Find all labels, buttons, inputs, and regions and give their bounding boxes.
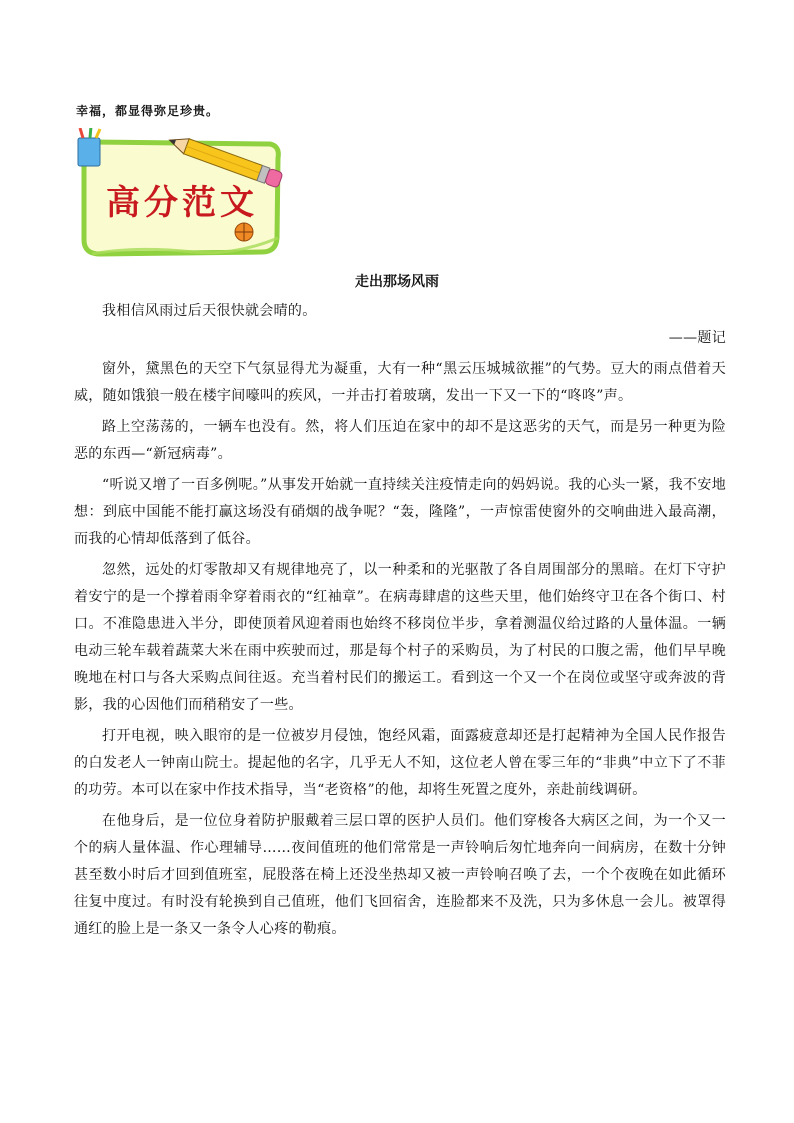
essay-body <box>74 298 726 943</box>
essay-paragraph: 忽然，远处的灯零散却又有规律地亮了，以一种柔和的光驱散了各自周围部分的黑暗。在灯下守护着安宁的是一个撑着雨伞穿着雨衣的“红袖章”。在病毒肆虐的这些天里，他们始终守卫在各个街口、村口。不准隐患进入半分，即使顶着风迎着雨也始终不移岗位半步，拿着测温仪给过路的人量体温。一辆电动三轮车载着蔬菜大米在雨中疾驶而过，那是每个村子的采购员，为了村民的口腹之需，他们早早晚晚地在村口与各大采购点间往返。充当着村民们的搬运工。看到这一个又一个在岗位或坚守或奔波的背影，我的心因他们而稍稍安了一些。 <box>74 562 726 713</box>
essay-paragraph: 窗外，黛黑色的天空下气氛显得尤为凝重，大有一种“黑云压城城欲摧”的气势。豆大的雨点借着天威，随如饿狼一般在楼宇间嚎叫的疾风，一并击打着玻璃，发出一下又一下的“咚咚”声。 <box>74 361 726 404</box>
essay-paragraph: 路上空荡荡的，一辆车也没有。然，将人们压迫在家中的却不是这恶劣的天气，而是另一种更为险恶的东西—“新冠病毒”。 <box>74 419 726 462</box>
badge-label: 高分范文 <box>106 183 258 223</box>
essay-title: 走出那场风雨 <box>355 274 439 290</box>
essay-paragraph: 打开电视，映入眼帘的是一位被岁月侵蚀，饱经风霜，面露疲意却还是打起精神为全国人民作报告的白发老人一钟南山院士。提起他的名字，几乎无人不知，这位老人曾在零三年的“非典”中立下了不菲的功劳。本可以在家中作技术指导，当“老资格”的他，却将生死置之度外，亲赴前线调研。 <box>74 728 726 798</box>
badge-graphic <box>74 128 286 260</box>
carry-over-text: 幸福，都显得弥足珍贵。 <box>76 104 220 118</box>
essay-paragraph: “听说又增了一百多例呢。”从事发开始就一直持续关注疫情走向的妈妈说。我的心头一紧，我不安地想：到底中国能不能打赢这场没有硝烟的战争呢？“轰，隆隆”，一声惊雷使窗外的交响曲进入最高潮，而我的心情却低落到了低谷。 <box>74 477 726 547</box>
high-score-essay-badge <box>74 128 286 260</box>
basketball-icon <box>235 223 253 241</box>
essay-paragraph: 在他身后，是一位位身着防护服戴着三层口罩的医护人员们。他们穿梭各大病区之间，为一个又一个的病人量体温、作心理辅导……夜间值班的他们常常是一声铃响后匆忙地奔向一间病房，在数十分钟甚至数小时后才回到值班室，屁股落在椅上还没坐热却又被一声铃响召唤了去，一个个夜晚在如此循环往复中度过。有时没有轮换到自己值班，他们飞回宿舍，连脸都来不及洗，只为多休息一会儿。被罩得通红的脸上是一条又一条令人心疼的勒痕。 <box>74 813 726 937</box>
essay-epigraph-signature: ——题记 <box>668 330 726 346</box>
essay-epigraph: 我相信风雨过后天很快就会晴的。 <box>102 303 317 319</box>
pencil-cup-icon <box>78 128 100 166</box>
